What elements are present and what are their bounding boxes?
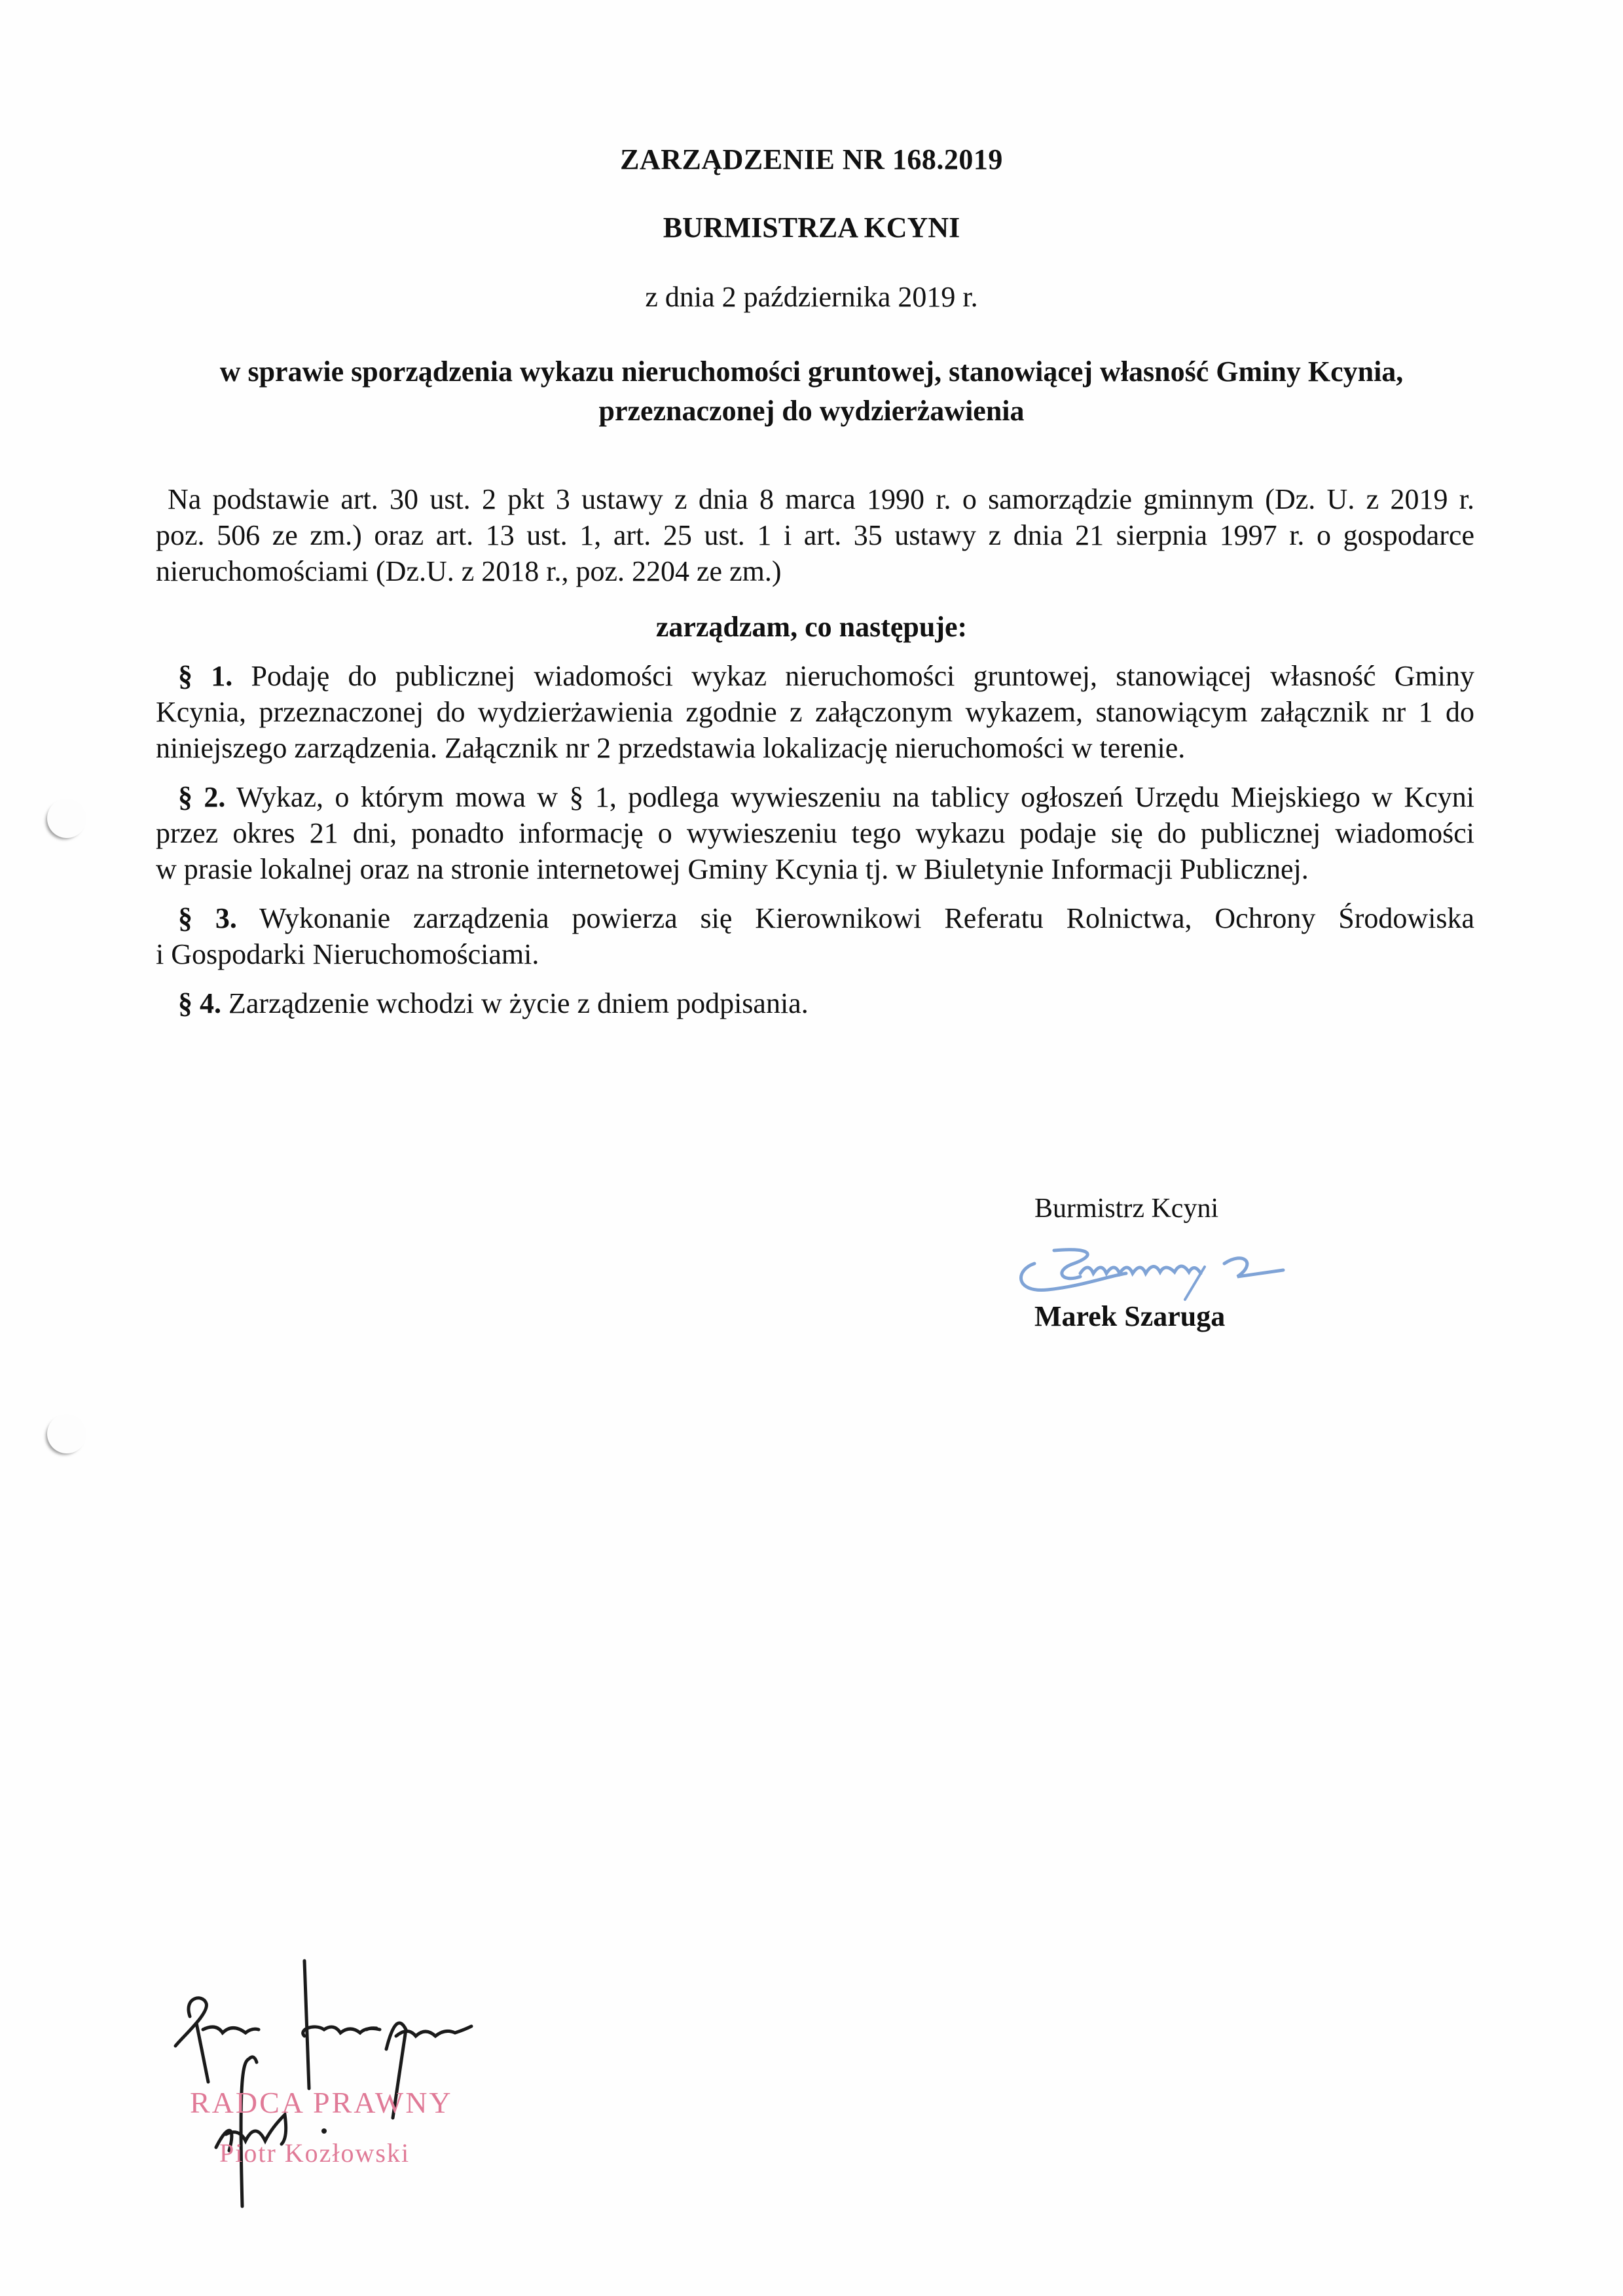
punch-hole-mark [47, 799, 86, 838]
section-text: Wykonanie zarządzenia powierza się Kierownikowi Referatu Rolnictwa, Ochrony Środowiska [259, 902, 1474, 934]
document-subject [0, 352, 1623, 431]
section-number: § 3. [178, 902, 237, 934]
section-text: Wykaz, o którym mowa w § 1, podlega wywieszeniu na tablicy ogłoszeń Urzędu Miejskiego w Kcyni [236, 781, 1474, 813]
paragraph-line: Kcynia, przeznaczonej do wydzierżawienia zgodnie z załączonym wykazem, stanowiącym załącznik nr 1 do [156, 696, 1474, 728]
section-2 [156, 779, 1474, 887]
legal-stamp-title: RADCA PRAWNY [190, 2086, 453, 2119]
section-number: § 2. [178, 781, 226, 813]
paragraph-line: poz. 506 ze zm.) oraz art. 13 ust. 1, art. 25 ust. 1 i art. 35 ustawy z dnia 21 sierpnia 1997 r. o gospodarce [156, 519, 1474, 551]
document-title: ZARZĄDZENIE NR 168.2019 [620, 143, 1003, 175]
paragraph-line: nieruchomościami (Dz.U. z 2018 r., poz. 2204 ze zm.) [156, 555, 782, 587]
signer-name: Marek Szaruga [1034, 1300, 1226, 1332]
punch-hole-mark [47, 1414, 86, 1453]
section-text: Podaję do publicznej wiadomości wykaz nieruchomości gruntowej, stanowiącej własność Gminy [251, 660, 1475, 692]
legal-stamp-name: Piotr Kozłowski [219, 2138, 410, 2168]
paragraph-line: przez okres 21 dni, ponadto informację o wywieszeniu tego wykazu podaje się do publicznej wiadomości [156, 817, 1474, 849]
ordain-phrase: zarządzam, co następuje: [655, 611, 968, 643]
section-4 [156, 985, 1474, 1021]
handwritten-signature-icon [1008, 1237, 1296, 1309]
subject-line: przeznaczonej do wydzierżawienia [598, 395, 1025, 427]
section-3 [156, 900, 1474, 972]
document-date: z dnia 2 października 2019 r. [645, 281, 978, 313]
paragraph-line [156, 658, 1474, 694]
paragraph-line [156, 985, 1474, 1021]
section-number: § 1. [178, 660, 233, 692]
paragraph-line: niniejszego zarządzenia. Załącznik nr 2 przedstawia lokalizację nieruchomości w terenie. [156, 732, 1186, 764]
legal-approval-handwriting-icon [144, 1931, 642, 2213]
section-number: § 4. [178, 987, 221, 1019]
section-text: Zarządzenie wchodzi w życie z dniem podpisania. [228, 987, 809, 1019]
document-issuer: BURMISTRZA KCYNI [663, 211, 960, 244]
paragraph-line [156, 900, 1474, 936]
signer-title: Burmistrz Kcyni [1034, 1194, 1219, 1224]
paragraph-line: Na podstawie art. 30 ust. 2 pkt 3 ustawy z dnia 8 marca 1990 r. o samorządzie gminnym (Dz. U. z 2019 r. [168, 483, 1474, 515]
paragraph-line: i Gospodarki Nieruchomościami. [156, 938, 539, 970]
section-1 [156, 658, 1474, 766]
paragraph-line: w prasie lokalnej oraz na stronie internetowej Gminy Kcynia tj. w Biuletynie Informacji Publicznej. [156, 853, 1309, 885]
paragraph-line [156, 779, 1474, 815]
subject-line: w sprawie sporządzenia wykazu nieruchomości gruntowej, stanowiącej własność Gminy Kcynia, [219, 355, 1404, 388]
legal-basis-paragraph [156, 481, 1474, 589]
